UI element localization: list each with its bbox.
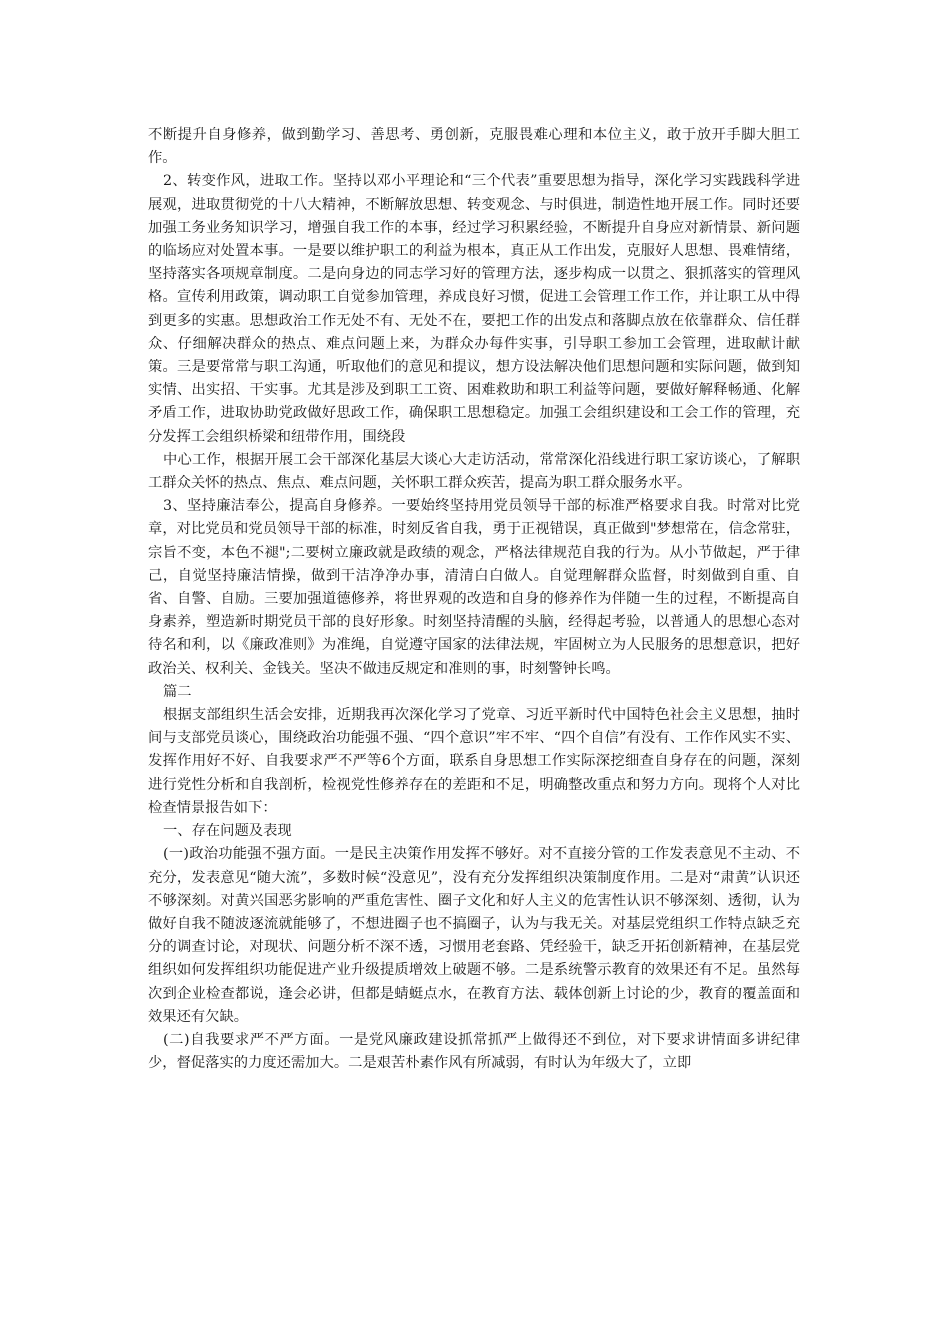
section-heading-problems: 一、存在问题及表现 — [163, 823, 292, 840]
paragraph-self-requirement: (二)自我要求严不严方面。一是党风廉政建设抓常抓严上做得还不到位，对下要求讲情面多讲纪律少，督促落实的力度还需加大。二是艰苦朴素作风有所减弱，有时认为年级大了，立即 — [148, 1031, 800, 1072]
paragraph-continued-intro: 不断提升自身修养，做到勤学习、善思考、勇创新，克服畏难心理和本位主义，敢于放开手脚大胆工作。 — [148, 127, 800, 167]
document-page — [148, 124, 800, 1075]
paragraph-central-work: 中心工作，根据开展工会干部深化基层大谈心大走访活动，常常深化沿线进行职工家访谈心，了解职工群众关怀的热点、焦点、难点问题，关怀职工群众疾苦，提高为职工群众服务水平。 — [148, 451, 800, 492]
paragraph-item-2-work-style: 2、转变作风，进取工作。坚持以邓小平理论和“三个代表”重要思想为指导，深化学习实践践科学进展观，进取贯彻党的十八大精神，不断解放思想、转变观念、与时俱进，制造性地开展工作。同时还要加强工务业务知识学习，增强自我工作的本事，经过学习积累经验，不断提升自身应对新情景、新问题的临场应对处置本事。一是要以维护职工的利益为根本，真正从工作出发，克服好人思想、畏难情绪，坚持落实各项规章制度。二是向身边的同志学习好的管理方法，逐步构成一以贯之、狠抓落实的管理风格。宣传利用政策，调动职工自觉参加管理，养成良好习惯，促进工会管理工作工作，并让职工从中得到更多的实惠。思想政治工作无处不有、无处不在，要把工作的出发点和落脚点放在依靠群众、信任群众、仔细解决群众的热点、难点问题上来，为群众办每件实事，引导职工参加工会管理，进取献计献策。三是要常常与职工沟通，听取他们的意见和提议，想方设法解决他们思想问题和实际问题，做到知实情、出实招、干实事。尤其是涉及到职工工资、困难救助和职工利益等问题，要做好解释畅通、化解矛盾工作，进取协助党政做好思政工作，确保职工思想稳定。加强工会组织建设和工会工作的管理，充分发挥工会组织桥梁和纽带作用，围绕段 — [148, 173, 800, 445]
paragraph-item-3-integrity: 3、坚持廉洁奉公，提高自身修养。一要始终坚持用党员领导干部的标准严格要求自我。时常对比党章，对比党员和党员领导干部的标准，时刻反省自我，勇于正视错误，真正做到"梦想常在，信念常驻，宗旨不变，本色不褪";二要树立廉政就是政绩的观念，严格法律规范自我的行为。从小节做起，严于律己，自觉坚持廉洁情操，做到干洁净净办事，清清白白做人。自觉理解群众监督，时刻做到自重、自省、自警、自励。三要加强道德修养，将世界观的改造和自身的修养作为伴随一生的过程，不断提高自身素养，塑造新时期党员干部的良好形象。时刻坚持清醒的头脑，经得起考验，以普通人的思想心态对待名和利，以《廉政准则》为准绳，自觉遵守国家的法律法规，牢固树立为人民服务的思想意识，把好政治关、权利关、金钱关。坚决不做违反规定和准则的事，时刻警钟长鸣。 — [148, 498, 800, 677]
paragraph-political-function: (一)政治功能强不强方面。一是民主决策作用发挥不够好。对不直接分管的工作发表意见不主动、不充分，发表意见“随大流”，多数时候“没意见”，没有充分发挥组织决策制度作用。二是对“肃黄”认识还不够深刻。对黄兴国恶劣影响的严重危害性、圈子文化和好人主义的危害性认识不够深刻、透彻，认为做好自我不随波逐流就能够了，不想进圈子也不搞圈子，认为与我无关。对基层党组织工作特点缺乏充分的调查讨论，对现状、问题分析不深不透，习惯用老套路、凭经验干，缺乏开拓创新精神，在基层党组织如何发挥组织功能促进产业升级提质增效上破题不够。二是系统警示教育的效果还有不足。虽然每次到企业检查都说，逢会必讲，但都是蜻蜓点水，在教育方法、载体创新上讨论的少，教育的覆盖面和效果还有欠缺。 — [148, 846, 800, 1025]
section-heading-part-two: 篇二 — [163, 683, 192, 700]
paragraph-part-two-intro: 根据支部组织生活会安排，近期我再次深化学习了党章、习近平新时代中国特色社会主义思想，抽时间与支部党员谈心，围绕政治功能强不强、“四个意识”牢不牢、“四个自信”有没有、工作作风实不实、发挥作用好不好、自我要求严不严等6个方面，联系自身思想工作实际深挖细查自身存在的问题，深刻进行党性分析和自我剖析，检视党性修养存在的差距和不足，明确整改重点和努力方向。现将个人对比检查情景报告如下： — [148, 707, 800, 816]
